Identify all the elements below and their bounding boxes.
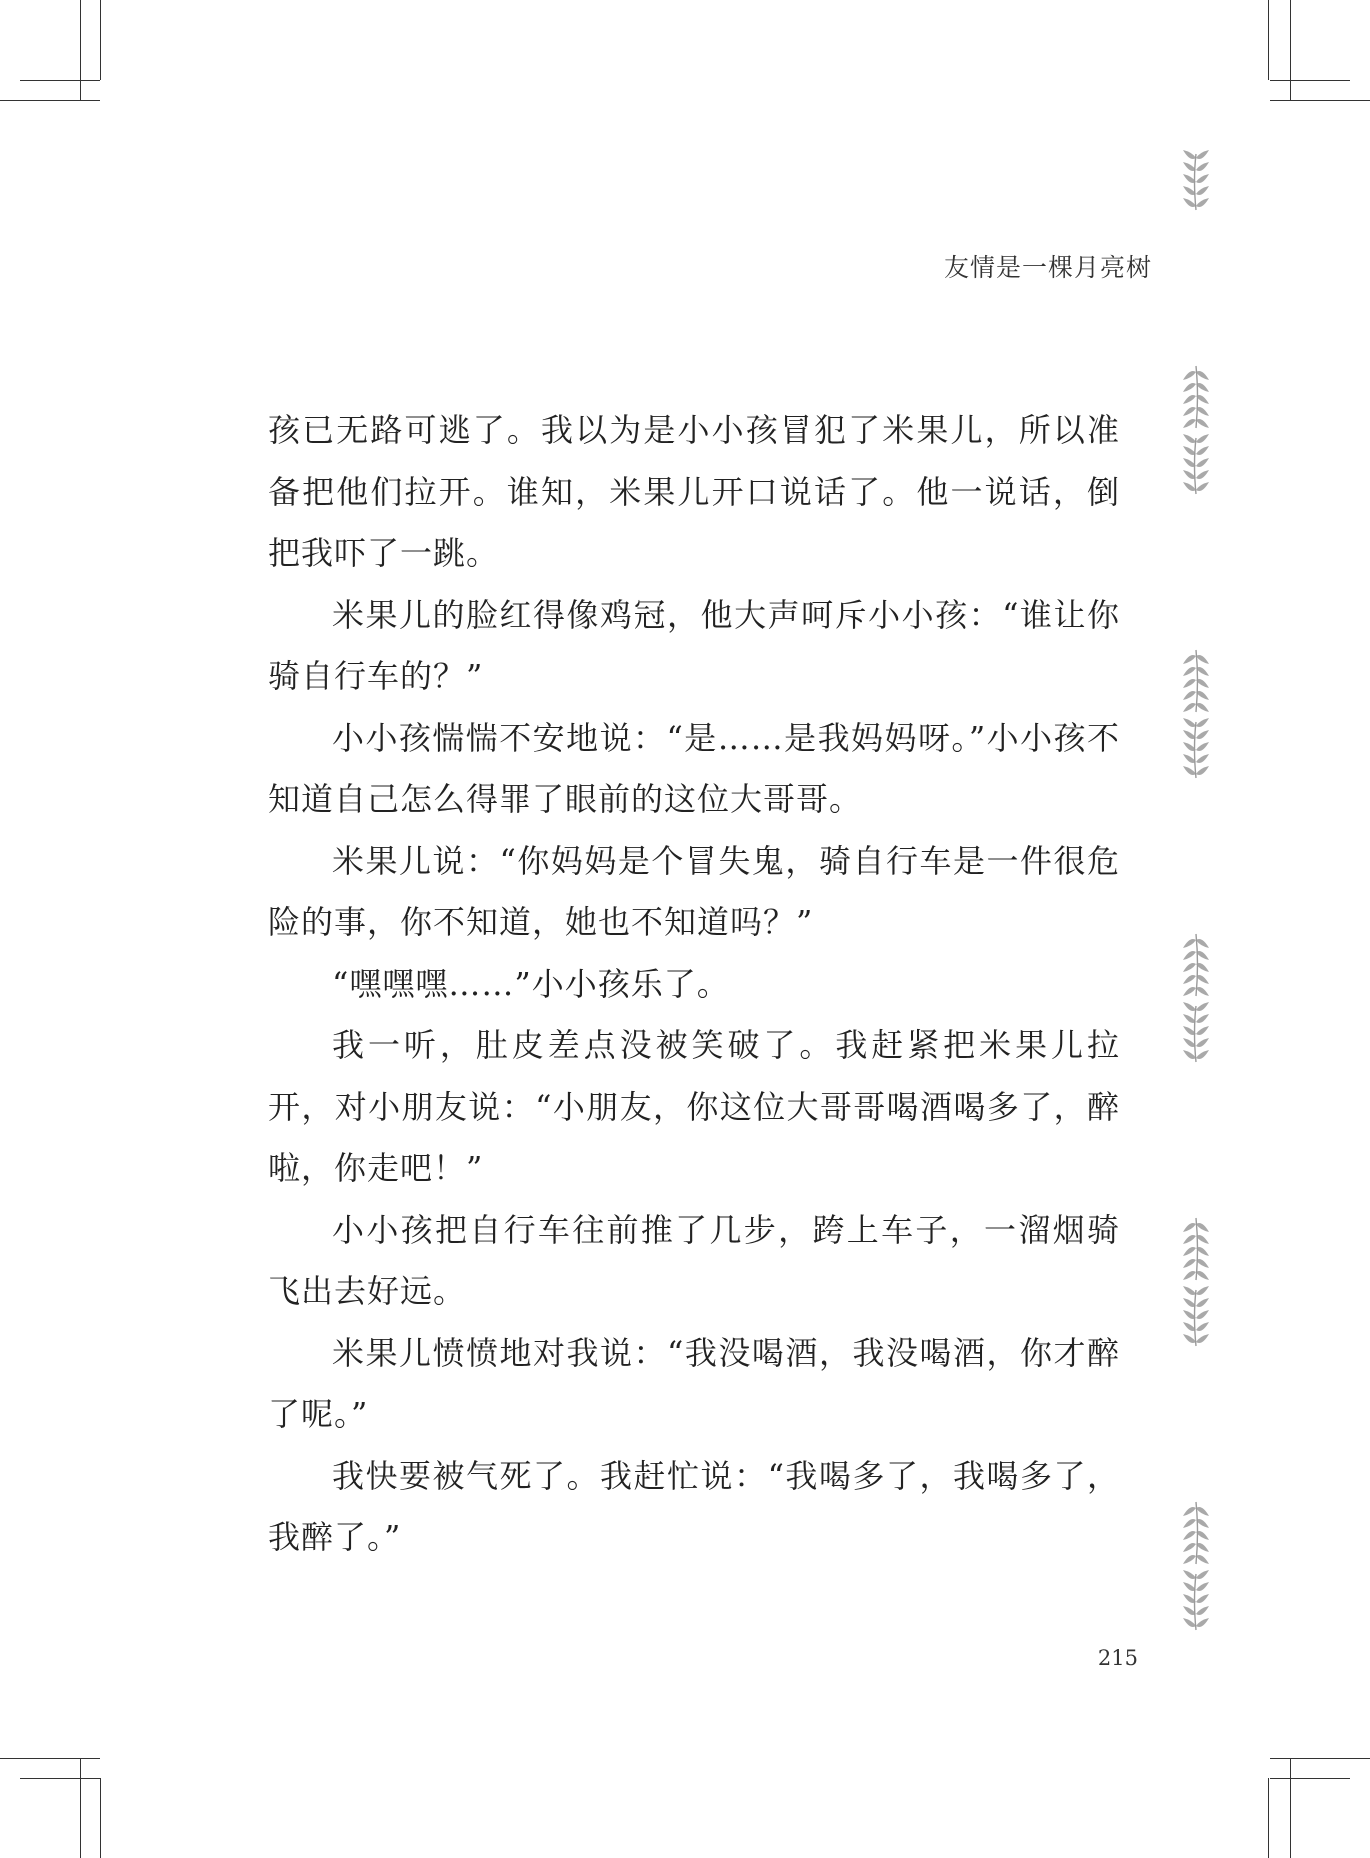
body-text [268, 400, 1120, 1569]
leaf-sprig-icon [1183, 718, 1209, 778]
crop-mark-bottom-right-v2 [1268, 1778, 1269, 1858]
paragraph: 小小孩把自行车往前推了几步，跨上车子，一溜烟骑飞出去好远。 [268, 1210, 1120, 1310]
running-header-title: 友情是一棵月亮树 [943, 253, 1152, 282]
leaf-sprig-icon [1183, 650, 1209, 712]
leaf-sprig-icon [1183, 934, 1209, 996]
leaf-sprig-icon [1183, 1502, 1209, 1564]
crop-mark-bottom-left-h [0, 1758, 100, 1759]
crop-mark-top-left-v2 [100, 0, 101, 80]
leaf-sprig-icon [1183, 434, 1209, 494]
crop-mark-top-left-h [20, 80, 100, 81]
page-number: 215 [1097, 1646, 1138, 1670]
crop-mark-top-right-v2 [1268, 0, 1269, 80]
leaf-sprig-icon [1183, 1218, 1209, 1280]
crop-mark-bottom-left-v [80, 1758, 81, 1858]
crop-mark-top-left-v [80, 0, 81, 100]
leaf-sprig-icon [1183, 1570, 1209, 1630]
crop-mark-bottom-left-v2 [100, 1778, 101, 1858]
paragraph: 米果儿愤愤地对我说：“我没喝酒，我没喝酒，你才醉了呢。” [268, 1333, 1120, 1433]
crop-mark-bottom-right-h [1270, 1758, 1370, 1759]
paragraph: 我一听，肚皮差点没被笑破了。我赶紧把米果儿拉开，对小朋友说：“小朋友，你这位大哥哥喝酒喝多了，醉啦，你走吧！” [268, 1026, 1120, 1187]
paragraph: 我快要被气死了。我赶忙说：“我喝多了，我喝多了，我醉了。” [268, 1456, 1120, 1556]
paragraph: 米果儿说：“你妈妈是个冒失鬼，骑自行车是一件很危险的事，你不知道，她也不知道吗？” [268, 841, 1120, 941]
leaf-vine-decoration-icon [1168, 150, 1224, 1720]
paragraph: “嘿嘿嘿……”小小孩乐了。 [332, 964, 730, 1003]
crop-mark-top-left-h2 [0, 100, 100, 101]
crop-mark-bottom-left-h2 [20, 1778, 100, 1779]
paragraph: 米果儿的脸红得像鸡冠，他大声呵斥小小孩：“谁让你骑自行车的？” [268, 595, 1120, 695]
paragraph: 小小孩惴惴不安地说：“是……是我妈妈呀。”小小孩不知道自己怎么得罪了眼前的这位大哥哥。 [268, 718, 1120, 818]
crop-mark-bottom-right-h2 [1270, 1778, 1350, 1779]
leaf-sprig-icon [1183, 366, 1209, 428]
paragraph: 孩已无路可逃了。我以为是小小孩冒犯了米果儿，所以准备把他们拉开。谁知，米果儿开口说话了。他一说话，倒把我吓了一跳。 [268, 411, 1120, 572]
leaf-sprig-icon [1183, 150, 1209, 210]
crop-mark-top-right-h2 [1270, 100, 1370, 101]
crop-mark-top-right-h [1270, 80, 1350, 81]
leaf-sprig-icon [1183, 1002, 1209, 1062]
crop-mark-bottom-right-v [1290, 1758, 1291, 1858]
crop-mark-top-right-v [1290, 0, 1291, 100]
leaf-sprig-icon [1183, 1286, 1209, 1346]
